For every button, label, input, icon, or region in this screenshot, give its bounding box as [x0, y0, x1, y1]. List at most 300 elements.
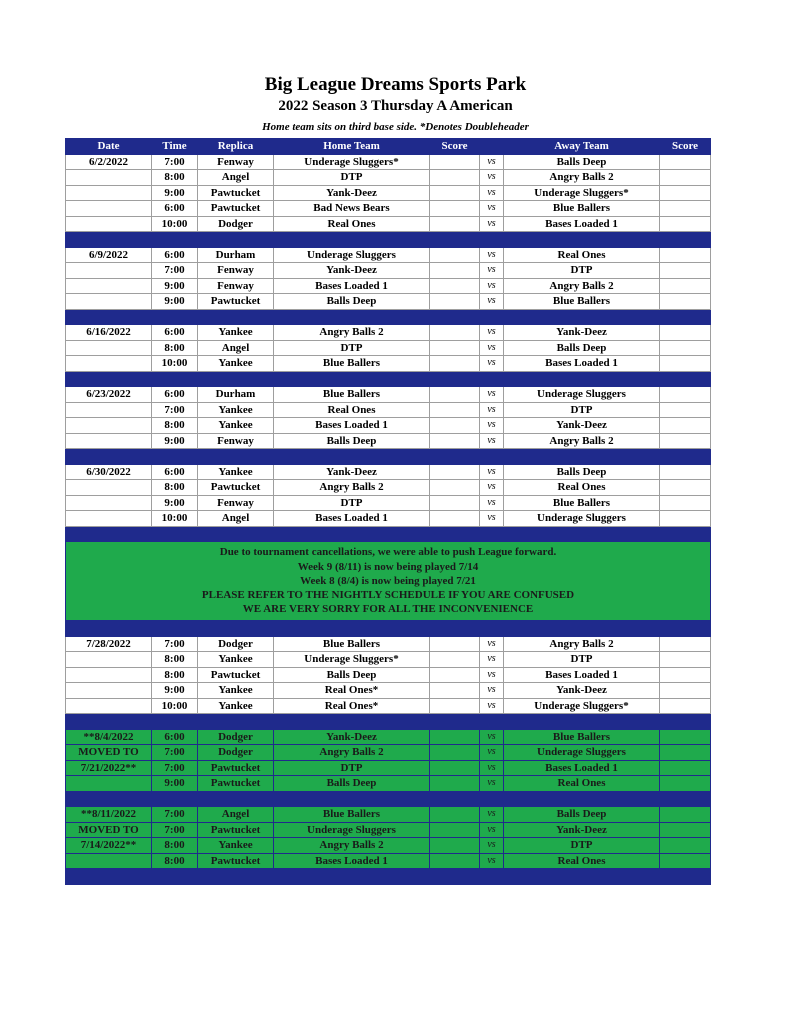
- home-team-cell: Balls Deep: [274, 776, 430, 792]
- time-cell: 10:00: [152, 216, 198, 232]
- date-cell: [66, 185, 152, 201]
- replica-cell: Angel: [198, 807, 274, 823]
- vs-cell: vs: [480, 356, 504, 372]
- separator-bar: [66, 791, 711, 807]
- replica-cell: Fenway: [198, 495, 274, 511]
- away-score-cell: [660, 511, 711, 527]
- home-team-cell: Real Ones*: [274, 683, 430, 699]
- away-score-cell: [660, 745, 711, 761]
- away-team-cell: Underage Sluggers: [504, 745, 660, 761]
- replica-cell: Fenway: [198, 154, 274, 170]
- table-header-row: [66, 139, 711, 155]
- home-score-cell: [430, 356, 480, 372]
- replica-cell: Yankee: [198, 418, 274, 434]
- time-cell: 7:00: [152, 402, 198, 418]
- away-team-cell: Real Ones: [504, 247, 660, 263]
- away-score-cell: [660, 247, 711, 263]
- replica-cell: Pawtucket: [198, 822, 274, 838]
- home-score-cell: [430, 760, 480, 776]
- away-team-cell: Balls Deep: [504, 464, 660, 480]
- replica-cell: Pawtucket: [198, 760, 274, 776]
- home-team-cell: Balls Deep: [274, 667, 430, 683]
- date-cell: 6/2/2022: [66, 154, 152, 170]
- separator-bar: [66, 232, 711, 248]
- table-row: [66, 387, 711, 403]
- away-team-cell: Angry Balls 2: [504, 170, 660, 186]
- date-cell: **8/11/2022: [66, 807, 152, 823]
- table-row: [66, 776, 711, 792]
- away-team-cell: Yank-Deez: [504, 325, 660, 341]
- away-team-cell: Yank-Deez: [504, 822, 660, 838]
- time-cell: 7:00: [152, 760, 198, 776]
- replica-cell: Dodger: [198, 216, 274, 232]
- date-cell: [66, 263, 152, 279]
- week-separator-row: [66, 449, 711, 465]
- away-score-cell: [660, 294, 711, 310]
- home-score-cell: [430, 652, 480, 668]
- replica-cell: Pawtucket: [198, 667, 274, 683]
- table-row: [66, 652, 711, 668]
- vs-cell: vs: [480, 838, 504, 854]
- vs-cell: vs: [480, 495, 504, 511]
- away-score-cell: [660, 636, 711, 652]
- replica-cell: Pawtucket: [198, 294, 274, 310]
- home-score-cell: [430, 263, 480, 279]
- home-score-cell: [430, 464, 480, 480]
- home-score-cell: [430, 667, 480, 683]
- column-header-home-score: Score: [430, 139, 480, 155]
- time-cell: 6:00: [152, 201, 198, 217]
- vs-cell: vs: [480, 698, 504, 714]
- table-row: [66, 247, 711, 263]
- away-team-cell: Underage Sluggers: [504, 511, 660, 527]
- home-score-cell: [430, 278, 480, 294]
- vs-cell: vs: [480, 745, 504, 761]
- time-cell: 9:00: [152, 294, 198, 310]
- replica-cell: Pawtucket: [198, 185, 274, 201]
- schedule-notice: [66, 542, 711, 621]
- away-team-cell: Yank-Deez: [504, 683, 660, 699]
- away-score-cell: [660, 838, 711, 854]
- date-cell: [66, 356, 152, 372]
- time-cell: 10:00: [152, 511, 198, 527]
- replica-cell: Pawtucket: [198, 480, 274, 496]
- away-team-cell: Blue Ballers: [504, 729, 660, 745]
- replica-cell: Yankee: [198, 698, 274, 714]
- home-team-cell: Underage Sluggers*: [274, 652, 430, 668]
- home-score-cell: [430, 201, 480, 217]
- away-team-cell: Blue Ballers: [504, 294, 660, 310]
- away-team-cell: DTP: [504, 263, 660, 279]
- away-score-cell: [660, 325, 711, 341]
- table-row: [66, 464, 711, 480]
- time-cell: 9:00: [152, 683, 198, 699]
- away-team-cell: Balls Deep: [504, 340, 660, 356]
- date-cell: 6/9/2022: [66, 247, 152, 263]
- vs-cell: vs: [480, 853, 504, 869]
- date-cell: [66, 495, 152, 511]
- away-score-cell: [660, 853, 711, 869]
- time-cell: 10:00: [152, 356, 198, 372]
- vs-cell: vs: [480, 216, 504, 232]
- column-header-home-team: Home Team: [274, 139, 430, 155]
- home-score-cell: [430, 776, 480, 792]
- away-score-cell: [660, 201, 711, 217]
- home-score-cell: [430, 170, 480, 186]
- replica-cell: Fenway: [198, 278, 274, 294]
- separator-bar: [66, 714, 711, 730]
- replica-cell: Angel: [198, 511, 274, 527]
- time-cell: 6:00: [152, 464, 198, 480]
- vs-cell: vs: [480, 807, 504, 823]
- home-team-cell: Angry Balls 2: [274, 480, 430, 496]
- away-score-cell: [660, 776, 711, 792]
- date-cell: [66, 340, 152, 356]
- away-score-cell: [660, 216, 711, 232]
- time-cell: 7:00: [152, 263, 198, 279]
- away-score-cell: [660, 185, 711, 201]
- home-score-cell: [430, 247, 480, 263]
- separator-bar: [66, 449, 711, 465]
- away-team-cell: Underage Sluggers*: [504, 698, 660, 714]
- vs-cell: vs: [480, 325, 504, 341]
- home-team-cell: Real Ones: [274, 402, 430, 418]
- date-cell: [66, 216, 152, 232]
- away-team-cell: Balls Deep: [504, 807, 660, 823]
- vs-cell: vs: [480, 729, 504, 745]
- time-cell: 8:00: [152, 170, 198, 186]
- table-row: [66, 495, 711, 511]
- away-score-cell: [660, 418, 711, 434]
- table-row: [66, 480, 711, 496]
- time-cell: 8:00: [152, 652, 198, 668]
- replica-cell: Yankee: [198, 838, 274, 854]
- vs-cell: vs: [480, 683, 504, 699]
- away-team-cell: Angry Balls 2: [504, 636, 660, 652]
- home-score-cell: [430, 433, 480, 449]
- replica-cell: Durham: [198, 247, 274, 263]
- table-row: [66, 340, 711, 356]
- notice-line: Week 9 (8/11) is now being played 7/14: [297, 560, 479, 573]
- vs-cell: vs: [480, 667, 504, 683]
- home-score-cell: [430, 511, 480, 527]
- separator-bar: [66, 526, 711, 542]
- time-cell: 9:00: [152, 185, 198, 201]
- home-team-cell: DTP: [274, 495, 430, 511]
- time-cell: 10:00: [152, 698, 198, 714]
- table-row: [66, 636, 711, 652]
- replica-cell: Yankee: [198, 464, 274, 480]
- home-team-cell: Angry Balls 2: [274, 745, 430, 761]
- date-cell: [66, 853, 152, 869]
- away-score-cell: [660, 480, 711, 496]
- home-team-cell: Underage Sluggers: [274, 247, 430, 263]
- table-row: [66, 170, 711, 186]
- time-cell: 8:00: [152, 667, 198, 683]
- home-team-cell: Balls Deep: [274, 433, 430, 449]
- notice-line: Due to tournament cancellations, we were able to push League forward.: [219, 546, 557, 559]
- table-row: [66, 683, 711, 699]
- vs-cell: vs: [480, 387, 504, 403]
- column-header-date: Date: [66, 139, 152, 155]
- vs-cell: vs: [480, 418, 504, 434]
- away-score-cell: [660, 698, 711, 714]
- home-team-cell: Blue Ballers: [274, 387, 430, 403]
- vs-cell: vs: [480, 511, 504, 527]
- home-team-cell: DTP: [274, 760, 430, 776]
- table-row: [66, 216, 711, 232]
- time-cell: 8:00: [152, 838, 198, 854]
- home-score-cell: [430, 745, 480, 761]
- separator-bar: [66, 371, 711, 387]
- time-cell: 9:00: [152, 278, 198, 294]
- date-cell: [66, 433, 152, 449]
- table-row: [66, 418, 711, 434]
- home-score-cell: [430, 387, 480, 403]
- schedule-note: Home team sits on third base side. *Denotes Doubleheader: [262, 121, 529, 133]
- time-cell: 6:00: [152, 387, 198, 403]
- away-score-cell: [660, 278, 711, 294]
- column-header-away-score: Score: [660, 139, 711, 155]
- home-score-cell: [430, 729, 480, 745]
- home-team-cell: Bad News Bears: [274, 201, 430, 217]
- home-score-cell: [430, 418, 480, 434]
- away-score-cell: [660, 387, 711, 403]
- away-team-cell: Angry Balls 2: [504, 433, 660, 449]
- date-cell: [66, 652, 152, 668]
- time-cell: 7:00: [152, 745, 198, 761]
- away-team-cell: Blue Ballers: [504, 201, 660, 217]
- replica-cell: Pawtucket: [198, 201, 274, 217]
- away-score-cell: [660, 683, 711, 699]
- time-cell: 9:00: [152, 495, 198, 511]
- replica-cell: Dodger: [198, 729, 274, 745]
- table-row: [66, 822, 711, 838]
- date-cell: [66, 511, 152, 527]
- table-row: [66, 154, 711, 170]
- replica-cell: Yankee: [198, 652, 274, 668]
- away-team-cell: Real Ones: [504, 480, 660, 496]
- vs-cell: vs: [480, 402, 504, 418]
- away-team-cell: Balls Deep: [504, 154, 660, 170]
- away-team-cell: DTP: [504, 402, 660, 418]
- notice-line: PLEASE REFER TO THE NIGHTLY SCHEDULE IF YOU ARE CONFUSED: [201, 589, 575, 602]
- week-separator-row: [66, 526, 711, 542]
- home-team-cell: Balls Deep: [274, 294, 430, 310]
- date-cell: 6/23/2022: [66, 387, 152, 403]
- date-cell: 6/16/2022: [66, 325, 152, 341]
- table-row: [66, 278, 711, 294]
- vs-cell: vs: [480, 464, 504, 480]
- table-row: [66, 698, 711, 714]
- vs-cell: vs: [480, 201, 504, 217]
- away-team-cell: Real Ones: [504, 853, 660, 869]
- date-cell: 7/14/2022**: [66, 838, 152, 854]
- replica-cell: Fenway: [198, 263, 274, 279]
- vs-cell: vs: [480, 636, 504, 652]
- away-score-cell: [660, 729, 711, 745]
- date-cell: **8/4/2022: [66, 729, 152, 745]
- away-team-cell: Bases Loaded 1: [504, 216, 660, 232]
- vs-cell: vs: [480, 263, 504, 279]
- vs-cell: vs: [480, 480, 504, 496]
- home-team-cell: Bases Loaded 1: [274, 278, 430, 294]
- replica-cell: Dodger: [198, 636, 274, 652]
- time-cell: 6:00: [152, 247, 198, 263]
- week-separator-row: [66, 714, 711, 730]
- away-team-cell: DTP: [504, 652, 660, 668]
- date-cell: MOVED TO: [66, 822, 152, 838]
- time-cell: 8:00: [152, 480, 198, 496]
- away-score-cell: [660, 760, 711, 776]
- table-row: [66, 402, 711, 418]
- vs-cell: vs: [480, 247, 504, 263]
- table-row: [66, 667, 711, 683]
- replica-cell: Fenway: [198, 433, 274, 449]
- home-score-cell: [430, 185, 480, 201]
- replica-cell: Angel: [198, 170, 274, 186]
- table-row: [66, 838, 711, 854]
- vs-cell: vs: [480, 822, 504, 838]
- away-score-cell: [660, 652, 711, 668]
- away-score-cell: [660, 356, 711, 372]
- table-row: [66, 356, 711, 372]
- away-score-cell: [660, 402, 711, 418]
- away-score-cell: [660, 822, 711, 838]
- week-separator-row: [66, 869, 711, 885]
- separator-bar: [66, 869, 711, 885]
- replica-cell: Yankee: [198, 402, 274, 418]
- home-team-cell: Blue Ballers: [274, 807, 430, 823]
- home-team-cell: Yank-Deez: [274, 263, 430, 279]
- time-cell: 6:00: [152, 729, 198, 745]
- replica-cell: Yankee: [198, 683, 274, 699]
- home-team-cell: Yank-Deez: [274, 729, 430, 745]
- home-score-cell: [430, 683, 480, 699]
- column-header-time: Time: [152, 139, 198, 155]
- time-cell: 8:00: [152, 853, 198, 869]
- home-score-cell: [430, 294, 480, 310]
- schedule-body: [66, 154, 711, 884]
- time-cell: 8:00: [152, 340, 198, 356]
- home-team-cell: Yank-Deez: [274, 464, 430, 480]
- away-score-cell: [660, 807, 711, 823]
- date-cell: 6/30/2022: [66, 464, 152, 480]
- date-cell: [66, 683, 152, 699]
- away-team-cell: Angry Balls 2: [504, 278, 660, 294]
- vs-cell: vs: [480, 170, 504, 186]
- table-row: [66, 294, 711, 310]
- date-cell: [66, 418, 152, 434]
- home-team-cell: Yank-Deez: [274, 185, 430, 201]
- away-score-cell: [660, 154, 711, 170]
- week-separator-row: [66, 309, 711, 325]
- time-cell: 8:00: [152, 418, 198, 434]
- date-cell: [66, 776, 152, 792]
- date-cell: 7/21/2022**: [66, 760, 152, 776]
- away-score-cell: [660, 170, 711, 186]
- away-score-cell: [660, 263, 711, 279]
- vs-cell: vs: [480, 760, 504, 776]
- home-team-cell: Blue Ballers: [274, 356, 430, 372]
- away-score-cell: [660, 340, 711, 356]
- separator-bar: [66, 621, 711, 637]
- time-cell: 7:00: [152, 822, 198, 838]
- away-score-cell: [660, 495, 711, 511]
- home-score-cell: [430, 340, 480, 356]
- replica-cell: Pawtucket: [198, 853, 274, 869]
- vs-cell: vs: [480, 154, 504, 170]
- away-score-cell: [660, 464, 711, 480]
- home-score-cell: [430, 838, 480, 854]
- week-separator-row: [66, 232, 711, 248]
- home-score-cell: [430, 822, 480, 838]
- table-row: [66, 853, 711, 869]
- vs-cell: vs: [480, 340, 504, 356]
- home-score-cell: [430, 636, 480, 652]
- date-cell: [66, 402, 152, 418]
- page-title: Big League Dreams Sports Park: [264, 74, 527, 95]
- week-separator-row: [66, 621, 711, 637]
- vs-cell: vs: [480, 278, 504, 294]
- home-team-cell: Real Ones: [274, 216, 430, 232]
- table-row: [66, 729, 711, 745]
- home-score-cell: [430, 154, 480, 170]
- home-score-cell: [430, 216, 480, 232]
- home-team-cell: DTP: [274, 170, 430, 186]
- notice-line: Week 8 (8/4) is now being played 7/21: [300, 574, 476, 587]
- vs-cell: vs: [480, 433, 504, 449]
- home-team-cell: Real Ones*: [274, 698, 430, 714]
- table-row: [66, 201, 711, 217]
- table-row: [66, 263, 711, 279]
- separator-bar: [66, 309, 711, 325]
- column-header-vs: [480, 139, 504, 155]
- home-score-cell: [430, 853, 480, 869]
- time-cell: 7:00: [152, 807, 198, 823]
- table-row: [66, 745, 711, 761]
- home-team-cell: Bases Loaded 1: [274, 418, 430, 434]
- time-cell: 7:00: [152, 154, 198, 170]
- date-cell: MOVED TO: [66, 745, 152, 761]
- date-cell: [66, 170, 152, 186]
- home-score-cell: [430, 402, 480, 418]
- schedule-notice-row: [66, 542, 711, 621]
- home-team-cell: Underage Sluggers*: [274, 154, 430, 170]
- replica-cell: Angel: [198, 340, 274, 356]
- replica-cell: Yankee: [198, 356, 274, 372]
- page-subtitle: 2022 Season 3 Thursday A American: [278, 98, 513, 114]
- date-cell: [66, 278, 152, 294]
- vs-cell: vs: [480, 185, 504, 201]
- date-cell: [66, 667, 152, 683]
- date-cell: [66, 294, 152, 310]
- time-cell: 7:00: [152, 636, 198, 652]
- table-row: [66, 511, 711, 527]
- home-score-cell: [430, 480, 480, 496]
- date-cell: [66, 201, 152, 217]
- away-team-cell: DTP: [504, 838, 660, 854]
- replica-cell: Durham: [198, 387, 274, 403]
- notice-line: WE ARE VERY SORRY FOR ALL THE INCONVENIENCE: [242, 603, 534, 616]
- column-header-away-team: Away Team: [504, 139, 660, 155]
- week-separator-row: [66, 371, 711, 387]
- away-team-cell: Bases Loaded 1: [504, 667, 660, 683]
- table-row: [66, 325, 711, 341]
- date-cell: 7/28/2022: [66, 636, 152, 652]
- home-score-cell: [430, 495, 480, 511]
- column-header-replica: Replica: [198, 139, 274, 155]
